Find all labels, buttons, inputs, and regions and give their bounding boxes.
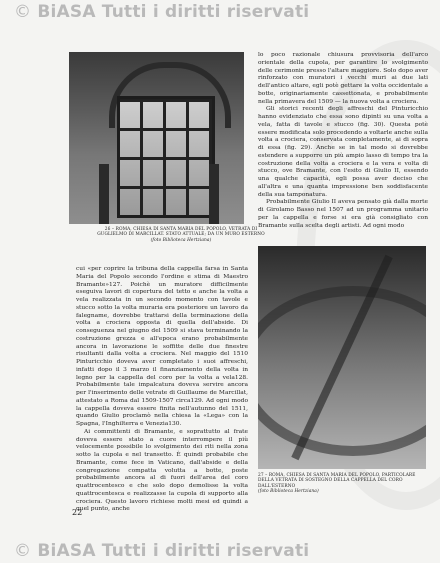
paragraph: lo poco razionale chiusura provvisoria dell'arco orientale della cupola, per garantire lo svolgimento delle cerimonie presso l'altare maggiore. Solo dopo aver rinforzato con muratori i vecchi muri ai due lati dell'antico altare, egli potè gettare la volta occidentale a botte, originariamente cassettonata, e probabilmente nella primavera del 1509 — la nuova volta a crociera. — [258, 52, 428, 105]
text-column-left — [76, 266, 248, 514]
watermark-bottom — [14, 541, 309, 561]
paragraph: Gli storici recenti degli affreschi del Pinturicchio hanno evidenziato che essa sono dipinti su una volta a vela, fatta di tavole e stucco (fig. 30). Questa potè essere modificata solo procedendo a voltarle anche sulla volta a crociera, conservata completamente, ai di sopra di essa (fig. 29). Anche se in tal modo si dovrebbe estendere a supporre un più ampio lasso di tempo tra la costruzione della volta a crociera e la vera e volta di stucco, ove Bramante, con l'esito di Giulio II, essendo una qualche capacità, egli possa aver deciso che all'altra e una quanta impressione ben soddisfacente della sua tamponatura. — [258, 106, 428, 198]
watermark-top-text: BiASA Tutti i diritti riservati — [37, 2, 310, 22]
copyright-symbol: © — [14, 2, 32, 22]
figure-27-caption — [258, 473, 426, 495]
watermark-top — [14, 2, 309, 22]
figure-26-source: (foto Biblioteca Hertziana) — [150, 237, 212, 243]
figure-26-caption — [96, 227, 266, 243]
paragraph: Ai committenti di Bramante, e soprattutto al frate doveva essere stato a cuore interrompere il più velocemente possibile lo svolgimento dei riti nella zona sotto la cupola e nel transetto. È quindi probabile che Bramante, come fece in Vaticano, dall'abside e della congregazione compatta volutta a botte, poste probabilmente ancora al di fuori dell'area del coro quattrocentesco e che solo dopo demolisse la volta quattrocentesca e realizzasse la cupola di supporto alla crociera. Questo lavoro richiese molti mesi ed quindi a quel punto, anche — [76, 428, 248, 513]
paragraph: cui «per coprire la tribuna della cappella farsa in Santa Maria del Popolo secondo l'ordine e stima di Maestro Bramante»127. Poichè un muratore difficilmente eseguiva lavori di copertura del tetto e anche la volta a vela realizzata in un secondo momento con tavole e stucco sotto la volta muraria era posteriore un lavoro da falegname, dovrebbe trattarsi della terminazione della volta a crociera opposta di quella dell'abside. Di conseguenza nel giugno del 1509 si stava terminando la costruzione grezza e all'epoca erano probabilmente ancora in lavorazione le soffitte delle due finestre risultanti dalla volta a crociera. Nel maggio del 1510 Pinturicchio doveva aver completato i suoi affreschi, infatti dopo il 3 marzo il finanziamento della volta in legno per la cappella del coro per la volta a vela128. Probabilmente tale impalcatura doveva servire ancora per l'inserimento delle vetrate di Guillaume de Marcillat, attestato a Roma dal 1509-1507 circa129. Ad ogni modo la cappella doveva essere finita nell'autunno del 1511, quando Giulio proclamò nella chiesa la «Lega» con la Spagna, l'Inghilterra e Venezia130. — [76, 266, 248, 427]
window-post-left — [99, 164, 109, 224]
figure-26-photo — [69, 52, 244, 224]
paragraph: Probabilmente Giulio II aveva pensato già dalla morte di Girolamo Basso nel 1507 ad un programma unitario per la cappella e forse si era già consigliato con Bramante sulla scelta degli artisti. Ad ogni modo — [258, 199, 428, 229]
copyright-symbol: © — [14, 541, 32, 561]
page-number: 22 — [72, 508, 83, 517]
figure-26-caption-text: 26 – ROMA, CHIESA DI SANTA MARIA DEL POPOLO, VETRATA DI GUGLIELMO DI MARCILLAT. STATO ATTUALE; DA UN MURO ESTERNO — [97, 227, 265, 238]
figure-27-source: (foto Biblioteca Hertziana) — [258, 489, 319, 495]
figure-27-photo — [258, 246, 426, 469]
window-post-right — [209, 164, 219, 224]
text-column-right — [258, 52, 428, 230]
figure-27-caption-text: 27 – ROMA, CHIESA DI SANTA MARIA DEL POPOLO, PARTICOLARE DELLA VETRATA DI SOSTEGNO DELLA CAPPELLA DEL CORO DALL'ESTERNO — [258, 473, 416, 489]
watermark-bottom-text: BiASA Tutti i diritti riservati — [37, 541, 310, 561]
vault-shape — [258, 286, 426, 456]
window-grid — [117, 96, 215, 218]
